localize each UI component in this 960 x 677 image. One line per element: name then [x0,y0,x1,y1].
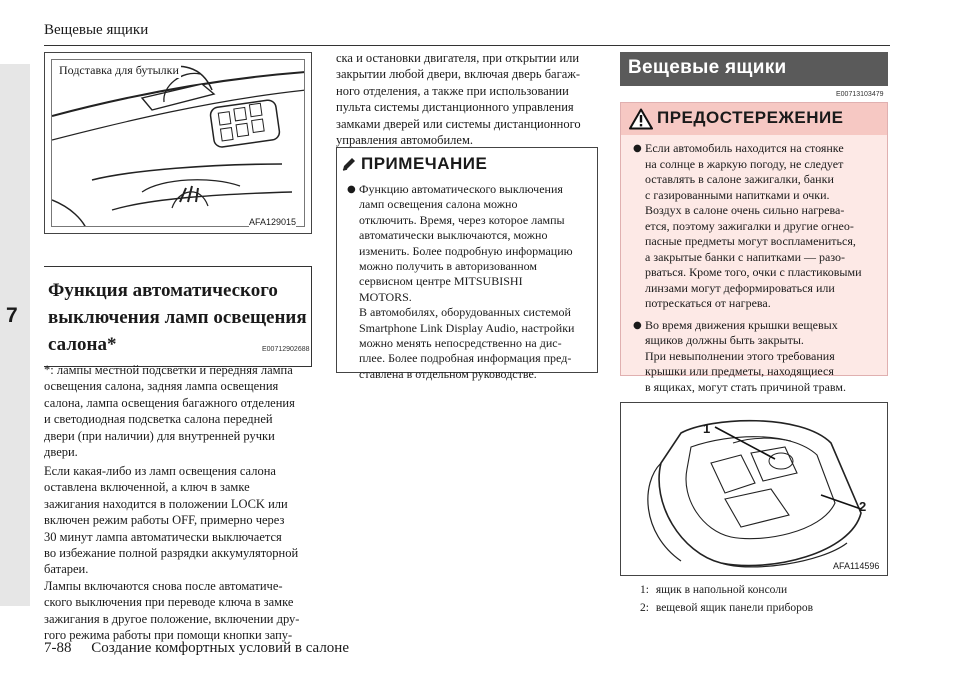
note-body [347,182,595,382]
text-line: ящиков должны быть закрыты. [645,333,804,347]
text-line: гого режима работы при помощи кнопки запу- [44,628,293,643]
note-bullet [347,182,595,382]
asterisk-paragraph [44,362,316,460]
text-line: двери (при наличии) для внутренней ручки [44,428,275,443]
text-line: MOTORS. [359,289,412,304]
text-line: можно получить в авторизованном [359,259,538,274]
text-line: Функцию автоматического выключения [359,182,563,196]
text-line: замками дверей или системы дистанционного [336,116,581,131]
section-lamps-doc-code: E00712902688 [262,346,310,353]
page-number: 7-88 [44,640,72,656]
text-line: закрытии любой двери, включая дверь багаж- [336,67,581,82]
continuation-paragraph [336,50,608,148]
text-line: ется, поэтому зажигалки и другие огнео- [645,218,854,233]
chapter-number: 7 [6,304,18,327]
text-line: зажигания в другое положение, включении дру- [44,611,300,626]
text-line: *: лампы местной подсветки и передняя лампа [44,363,293,377]
main-paragraph [44,463,316,643]
text-line: во избежание полной разрядки аккумуляторной [44,546,299,561]
warning-body [633,141,883,395]
text-line: ного отделения, а также при использовании [336,83,569,98]
text-line: рваться. Кроме того, очки с пластиковыми [645,265,862,279]
warning-title-bar [621,103,887,135]
storage-list-item [640,584,787,596]
figure-bottle-holder [44,52,312,234]
callout-2: 2 [859,499,867,514]
text-line: изменить. Более подробную информацию [359,243,573,258]
text-line: сервисном центре MITSUBISHI [359,274,523,289]
text-line: а закрытые банки с напитками — разо- [645,249,846,264]
page-header-title: Вещевые ящики [44,22,149,38]
footer-chapter-title: Создание комфортных условий в салоне [91,640,349,656]
text-line: Если автомобиль находится на стоянке [645,141,844,155]
text-line: управления автомобилем. [336,133,473,148]
text-line: Smartphone Link Display Audio, настройки [359,320,575,335]
figure-car-interior [620,402,888,576]
warning-triangle-icon [629,108,653,130]
text-line: При невыполнении этого требования [645,348,835,363]
text-line: салона, лампа освещения багажного отделения [44,395,295,410]
text-line: ска и остановки двигателя, при открытии или [336,51,580,65]
text-line: и светодиодная подсветка салона передней [44,412,273,427]
text-line: на солнце в жаркую погоду, не следует [645,156,844,171]
figure-car-code: AFA114596 [833,561,880,571]
text-line: пульта системы дистанционного управления [336,100,574,115]
list-item-number: 1: [640,584,649,596]
text-line: Если какая-либо из ламп освещения салона [44,464,276,478]
warning-bullet [633,141,883,312]
text-line: ставлена в отдельном руководстве. [359,366,537,381]
storage-list-item [640,602,813,614]
section-heading-storage: Вещевые ящики [620,52,888,86]
text-line: 30 минут лампа автоматически выключается [44,529,282,544]
text-line: плее. Более подробная информация пред- [359,351,572,366]
page-footer [44,640,349,657]
warning-bullet [633,318,883,396]
text-line: освещения салона, задняя лампа освещения [44,379,279,394]
list-item-text: вещевой ящик панели приборов [655,602,814,614]
note-icon [341,156,357,172]
figure-bottle-frame [51,59,305,227]
text-line: Во время движения крышки вещевых [645,317,838,332]
text-line: линзами могут деформироваться или [645,280,835,295]
chapter-tab [0,64,30,606]
text-line: автоматически выключаются, можно [359,228,548,243]
bullet-marker: ● [633,143,642,154]
warning-box [620,102,888,394]
text-line: Лампы включаются снова после автоматиче- [44,578,283,593]
text-line: ламп освещения салона можно [359,197,518,212]
section-storage-doc-code: E00713103479 [836,91,884,98]
callout-1: 1 [703,421,711,436]
text-line: крышки или предметы, находящиеся [645,364,834,378]
text-line: потрескаться от нагрева. [645,296,771,310]
note-title: ПРИМЕЧАНИЕ [361,154,488,173]
text-line: пасные предметы могут воспламениться, [645,234,856,248]
text-line: В автомобилях, оборудованных системой [359,305,571,320]
warning-title: ПРЕДОСТЕРЕЖЕНИЕ [657,108,844,127]
text-line: ского выключения при переводе ключа в замке [44,595,294,610]
text-line: оставлять в салоне зажигалки, банки [645,172,834,186]
text-line: можно менять непосредственно на дис- [359,336,562,351]
text-line: отключить. Время, через которое лампы [359,212,565,227]
text-line: Воздух в салоне очень сильно нагрева- [645,203,845,217]
text-line: двери. [44,445,78,460]
text-line: включен режим работы OFF, примерно через [44,513,285,528]
car-top-view-illustration [621,403,887,575]
figure-bottle-code: AFA129015 [249,217,297,227]
text-line: с газированными напитками и очки. [645,187,830,202]
section-heading-line: выключения ламп освещения [48,307,307,328]
note-box [336,147,598,381]
text-line: зажигания находится в положении LOCK или [44,496,288,511]
text-line: в ящиках, могут стать причиной травм. [645,379,846,394]
header-rule [44,45,890,46]
section-heading-line: Функция автоматического [48,280,278,301]
list-item-text: ящик в напольной консоли [655,584,788,596]
bullet-marker: ● [347,184,356,195]
section-heading-line: салона* [48,334,117,355]
bullet-marker: ● [633,319,642,331]
text-line: батареи. [44,562,89,577]
figure-bottle-caption: Подставка для бутылки [59,63,179,77]
text-line: оставлена включенной, а ключ в замке [44,480,250,495]
list-item-number: 2: [640,602,649,614]
door-panel-illustration [52,60,305,227]
